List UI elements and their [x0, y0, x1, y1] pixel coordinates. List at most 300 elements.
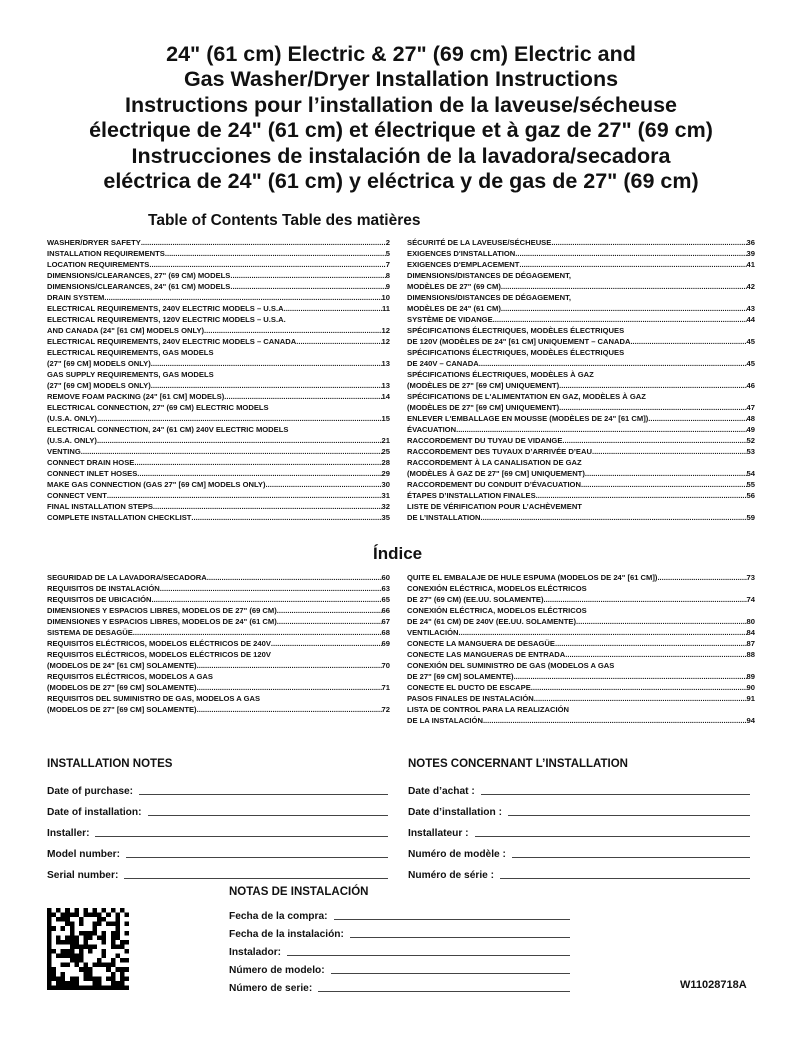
dot-leader — [493, 314, 747, 325]
barcode-module — [102, 908, 107, 913]
toc-page-number: 74 — [746, 595, 755, 604]
toc-entry[interactable] — [47, 693, 390, 715]
barcode-module — [111, 972, 116, 977]
dot-leader — [648, 413, 746, 424]
dot-leader — [204, 325, 382, 336]
toc-page-number: 56 — [746, 491, 755, 500]
barcode-module — [61, 913, 66, 918]
toc-entry[interactable] — [47, 446, 390, 457]
toc-entry[interactable] — [407, 347, 755, 369]
barcode-module — [88, 931, 93, 936]
toc-entry-title: MODÈLES DE 27" (69 CM) — [407, 282, 501, 291]
dot-leader — [456, 424, 746, 435]
toc-entry[interactable] — [47, 594, 390, 605]
dot-leader — [576, 616, 747, 627]
barcode-module — [124, 931, 129, 936]
toc-entry[interactable] — [407, 490, 755, 501]
barcode-module — [115, 954, 120, 959]
toc-page-number: 90 — [746, 683, 755, 692]
barcode-module — [115, 985, 120, 990]
barcode-module — [120, 976, 125, 981]
toc-entry[interactable] — [47, 336, 390, 347]
barcode-module — [111, 985, 116, 990]
toc-french — [407, 237, 755, 523]
toc-entry-title: (MODELOS DE 27" [69 CM] SOLAMENTE) — [47, 705, 197, 714]
dot-leader — [165, 248, 386, 259]
notes-field-label: Instalador: — [229, 947, 282, 958]
toc-entry[interactable] — [47, 671, 390, 693]
barcode-module — [102, 949, 107, 954]
toc-entry[interactable] — [407, 457, 755, 479]
toc-entry-title: DE 240V – CANADA — [407, 359, 479, 368]
barcode-module — [47, 967, 52, 972]
barcode-module — [47, 972, 52, 977]
toc-page-number: 70 — [381, 661, 390, 670]
barcode-module — [106, 922, 111, 927]
barcode-module — [106, 985, 111, 990]
barcode-module — [102, 935, 107, 940]
notes-field-label: Date of installation: — [47, 807, 142, 818]
barcode-module — [47, 908, 52, 913]
barcode-module — [52, 913, 57, 918]
toc-page-number: 65 — [381, 595, 390, 604]
toc-entry-title: CONEXIÓN DEL SUMINISTRO DE GAS (MODELOS A GAS — [407, 661, 615, 670]
barcode-module — [47, 981, 52, 986]
toc-entry[interactable] — [47, 237, 390, 248]
barcode-module — [61, 976, 66, 981]
notes-field — [229, 904, 570, 922]
notes-field-label: Model number: — [47, 849, 121, 860]
notes-field-line[interactable] — [512, 857, 750, 858]
barcode-module — [83, 944, 88, 949]
toc-page-number: 72 — [381, 705, 390, 714]
barcode-module — [79, 949, 84, 954]
toc-entry-title: CONNECT INLET HOSES — [47, 469, 138, 478]
toc-entry[interactable] — [407, 682, 755, 693]
toc-entry[interactable] — [47, 457, 390, 468]
barcode-module — [56, 985, 61, 990]
toc-entry-title: CONECTE EL DUCTO DE ESCAPE — [407, 683, 531, 692]
barcode-module — [102, 954, 107, 959]
notes-field-label: Date d’installation : — [408, 807, 502, 818]
dot-leader — [458, 627, 746, 638]
notes-field-line[interactable] — [124, 878, 388, 879]
dot-leader — [224, 391, 381, 402]
notes-field-label: Numéro de série : — [408, 870, 495, 881]
toc-entry-title: (MODÈLES À GAZ DE 27" [69 CM] UNIQUEMENT) — [407, 469, 585, 478]
toc-entry[interactable] — [47, 627, 390, 638]
barcode-module — [56, 917, 61, 922]
toc-entry[interactable] — [407, 259, 755, 270]
toc-page-number: 67 — [381, 617, 390, 626]
barcode-module — [97, 963, 102, 968]
toc-entry[interactable] — [47, 424, 390, 446]
toc-entry-title: DE 27" [69 CM] SOLAMENTE) — [407, 672, 514, 681]
barcode-module — [97, 922, 102, 927]
barcode-module — [61, 940, 66, 945]
toc-heading: Table of Contents Table des matières — [148, 212, 421, 229]
toc-entry[interactable] — [407, 369, 755, 391]
barcode-module — [52, 949, 57, 954]
toc-page-number: 36 — [746, 238, 755, 247]
toc-entry[interactable] — [47, 391, 390, 402]
barcode-module — [111, 940, 116, 945]
toc-entry-title: INSTALLATION REQUIREMENTS — [47, 249, 165, 258]
toc-entry[interactable] — [407, 435, 755, 446]
notes-field — [408, 839, 750, 860]
toc-entry[interactable] — [407, 501, 755, 523]
barcode-module — [115, 944, 120, 949]
dot-leader — [657, 572, 746, 583]
toc-page-number: 55 — [746, 480, 755, 489]
barcode-module — [120, 985, 125, 990]
barcode-module — [74, 976, 79, 981]
barcode-module — [70, 926, 75, 931]
toc-entry[interactable] — [407, 391, 755, 413]
title-en-1: 24" (61 cm) Electric & 27" (69 cm) Electric and — [166, 42, 636, 66]
toc-entry[interactable] — [407, 704, 755, 726]
toc-entry[interactable] — [407, 660, 755, 682]
toc-entry-title: RACCORDEMENT À LA CANALISATION DE GAZ — [407, 458, 582, 467]
toc-entry[interactable] — [47, 572, 390, 583]
toc-entry[interactable] — [407, 572, 755, 583]
notes-field — [47, 776, 388, 797]
toc-spanish-right — [407, 572, 755, 726]
barcode-module — [115, 981, 120, 986]
toc-entry-title: REQUISITOS ELÉCTRICOS, MODELOS A GAS — [47, 672, 213, 681]
notes-field-line[interactable] — [334, 919, 570, 920]
barcode-module — [120, 940, 125, 945]
barcode-module — [88, 967, 93, 972]
toc-entry[interactable] — [47, 314, 390, 336]
toc-entry-title: SEGURIDAD DE LA LAVADORA/SECADORA — [47, 573, 207, 582]
dot-leader — [483, 715, 747, 726]
notes-heading: NOTES CONCERNANT L’INSTALLATION — [408, 758, 628, 770]
toc-entry-title: DRAIN SYSTEM — [47, 293, 105, 302]
barcode-module — [56, 908, 61, 913]
dot-leader — [515, 248, 746, 259]
notes-field-line[interactable] — [350, 937, 570, 938]
toc-page-number: 80 — [746, 617, 755, 626]
toc-entry[interactable] — [47, 292, 390, 303]
notes-field-line[interactable] — [331, 973, 570, 974]
dot-leader — [160, 583, 382, 594]
toc-page-number: 31 — [381, 491, 390, 500]
toc-page-number: 54 — [746, 469, 755, 478]
toc-page-number: 45 — [746, 337, 755, 346]
barcode-module — [47, 985, 52, 990]
toc-entry[interactable] — [47, 638, 390, 649]
notes-field — [408, 797, 750, 818]
barcode-module — [47, 926, 52, 931]
toc-entry-title: RACCORDEMENT DU TUYAU DE VIDANGE — [407, 436, 563, 445]
barcode-module — [65, 913, 70, 918]
barcode-module — [65, 963, 70, 968]
toc-entry[interactable] — [47, 347, 390, 369]
toc-page-number: 89 — [746, 672, 755, 681]
toc-entry[interactable] — [407, 237, 755, 248]
notes-field-label: Installer: — [47, 828, 90, 839]
barcode-module — [56, 954, 61, 959]
toc-entry[interactable] — [47, 248, 390, 259]
toc-entry[interactable] — [407, 638, 755, 649]
barcode-module — [61, 926, 66, 931]
dot-leader — [197, 682, 382, 693]
toc-page-number: 87 — [746, 639, 755, 648]
notes-field-label: Número de serie: — [229, 983, 313, 994]
toc-entry[interactable] — [47, 605, 390, 616]
barcode-module — [74, 958, 79, 963]
toc-entry-title: ELECTRICAL REQUIREMENTS, 120V ELECTRIC MODELS – U.S.A. — [47, 315, 286, 324]
dot-leader — [559, 380, 746, 391]
notes-field-line[interactable] — [500, 878, 750, 879]
toc-entry[interactable] — [407, 314, 755, 325]
toc-entry-title: SPÉCIFICATIONS ÉLECTRIQUES, MODÈLES ÉLECTRIQUES — [407, 326, 625, 335]
barcode-module — [70, 931, 75, 936]
dot-leader — [230, 281, 385, 292]
notes-field-line[interactable] — [287, 955, 570, 956]
toc-page-number: 73 — [746, 573, 755, 582]
barcode-module — [115, 922, 120, 927]
document-number: W11028718A — [680, 979, 747, 991]
barcode-module — [65, 935, 70, 940]
barcode-module — [47, 922, 52, 927]
barcode-module — [93, 963, 98, 968]
toc-entry[interactable] — [47, 281, 390, 292]
barcode-module — [88, 944, 93, 949]
dot-leader — [531, 682, 747, 693]
barcode-module — [83, 972, 88, 977]
dot-leader — [286, 303, 382, 314]
barcode-module — [70, 976, 75, 981]
toc-entry-title: REMOVE FOAM PACKING (24" [61 CM] MODELS) — [47, 392, 225, 401]
barcode-module — [65, 985, 70, 990]
barcode-module — [74, 981, 79, 986]
toc-entry-title: DE 24" (61 CM) DE 240V (EE.UU. SOLAMENTE) — [407, 617, 577, 626]
toc-entry-title: FINAL INSTALLATION STEPS — [47, 502, 153, 511]
barcode-module — [65, 954, 70, 959]
toc-entry[interactable] — [47, 490, 390, 501]
barcode-module — [115, 967, 120, 972]
toc-page-number: 53 — [746, 447, 755, 456]
notes-field — [229, 922, 570, 940]
toc-entry[interactable] — [407, 649, 755, 660]
toc-page-number: 46 — [746, 381, 755, 390]
toc-entry[interactable] — [47, 616, 390, 627]
dot-leader — [481, 512, 747, 523]
toc-entry[interactable] — [407, 583, 755, 605]
title-es-2: eléctrica de 24" (61 cm) y eléctrica y de gas de 27" (69 cm) — [103, 168, 699, 193]
toc-page-number: 91 — [746, 694, 755, 703]
toc-entry[interactable] — [47, 583, 390, 594]
toc-entry-title: EXIGENCES D'EMPLACEMENT — [407, 260, 520, 269]
notes-heading: NOTAS DE INSTALACIÓN — [229, 886, 369, 898]
toc-entry-title: (MODÈLES DE 27" [69 CM] UNIQUEMENT) — [407, 381, 560, 390]
toc-entry[interactable] — [407, 693, 755, 704]
barcode-module — [52, 976, 57, 981]
notes-field-line[interactable] — [508, 815, 750, 816]
toc-page-number: 68 — [381, 628, 390, 637]
dot-leader — [137, 468, 381, 479]
notes-field-line[interactable] — [126, 857, 388, 858]
toc-entry[interactable] — [407, 479, 755, 490]
toc-entry[interactable] — [407, 446, 755, 457]
toc-page-number: 21 — [381, 436, 390, 445]
toc-page-number: 43 — [746, 304, 755, 313]
toc-entry[interactable] — [47, 270, 390, 281]
barcode-module — [83, 967, 88, 972]
barcode-module — [70, 954, 75, 959]
toc-page-number: 5 — [385, 249, 390, 258]
barcode-module — [52, 967, 57, 972]
barcode-module — [120, 908, 125, 913]
barcode-module — [74, 935, 79, 940]
barcode-module — [83, 913, 88, 918]
barcode-module — [102, 985, 107, 990]
toc-page-number: 8 — [385, 271, 390, 280]
dot-leader — [134, 457, 381, 468]
toc-entry[interactable] — [407, 424, 755, 435]
installation-notes-fr — [408, 758, 750, 881]
barcode-module — [93, 926, 98, 931]
dot-leader — [296, 336, 381, 347]
notes-field-line[interactable] — [139, 794, 388, 795]
toc-entry-title: SPÉCIFICATIONS ÉLECTRIQUES, MODÈLES À GAZ — [407, 370, 594, 379]
barcode-module — [47, 954, 52, 959]
dot-leader — [551, 237, 746, 248]
toc-entry[interactable] — [47, 479, 390, 490]
barcode-module — [111, 963, 116, 968]
barcode-module — [111, 922, 116, 927]
toc-entry[interactable] — [47, 649, 390, 671]
barcode-module — [111, 958, 116, 963]
toc-entry-title: COMPLETE INSTALLATION CHECKLIST — [47, 513, 192, 522]
notes-field-label: Date d’achat : — [408, 786, 475, 797]
barcode-module — [47, 958, 52, 963]
barcode-module — [115, 931, 120, 936]
toc-entry[interactable] — [47, 468, 390, 479]
notes-field — [229, 958, 570, 976]
dot-leader — [544, 594, 747, 605]
barcode-module — [93, 985, 98, 990]
barcode-module — [83, 940, 88, 945]
toc-entry[interactable] — [407, 605, 755, 627]
toc-entry[interactable] — [407, 292, 755, 314]
barcode-module — [88, 949, 93, 954]
toc-entry-title: ÉTAPES D’INSTALLATION FINALES — [407, 491, 536, 500]
notes-field — [47, 797, 388, 818]
dot-leader — [153, 501, 382, 512]
barcode-module — [61, 917, 66, 922]
barcode-module — [70, 949, 75, 954]
barcode-module — [115, 917, 120, 922]
toc-entry-title: ELECTRICAL REQUIREMENTS, 240V ELECTRIC MODELS – U.S.A. — [47, 304, 286, 313]
toc-entry[interactable] — [407, 325, 755, 347]
dot-leader — [534, 693, 747, 704]
toc-entry[interactable] — [407, 270, 755, 292]
barcode-module — [88, 913, 93, 918]
notes-field — [408, 776, 750, 797]
barcode-module — [83, 931, 88, 936]
dot-leader — [197, 660, 382, 671]
notes-heading: INSTALLATION NOTES — [47, 758, 173, 770]
toc-entry[interactable] — [47, 512, 390, 523]
barcode-module — [79, 985, 84, 990]
toc-entry-title: REQUISITOS DE UBICACIÓN — [47, 595, 152, 604]
data-matrix-barcode — [47, 907, 129, 991]
title-fr-2: électrique de 24" (61 cm) et électrique et à gaz de 27" (69 cm) — [89, 117, 713, 142]
toc-entry[interactable] — [47, 369, 390, 391]
barcode-module — [120, 944, 125, 949]
toc-entry[interactable] — [47, 501, 390, 512]
toc-page-number: 29 — [381, 469, 390, 478]
toc-entry[interactable] — [407, 413, 755, 424]
barcode-module — [106, 967, 111, 972]
dot-leader — [562, 435, 746, 446]
barcode-module — [120, 981, 125, 986]
barcode-module — [74, 954, 79, 959]
toc-page-number: 9 — [385, 282, 390, 291]
installation-notes-es — [229, 886, 570, 994]
dot-leader — [141, 237, 386, 248]
toc-entry-title: REQUISITOS ELÉCTRICOS, MODELOS ELÉCTRICOS DE 120V — [47, 650, 271, 659]
barcode-module — [120, 972, 125, 977]
toc-entry[interactable] — [47, 259, 390, 270]
barcode-module — [79, 917, 84, 922]
toc-entry[interactable] — [407, 248, 755, 259]
barcode-module — [102, 917, 107, 922]
toc-entry-title: CONECTE LAS MANGUERAS DE ENTRADA — [407, 650, 566, 659]
notes-field-line[interactable] — [481, 794, 750, 795]
toc-page-number: 11 — [381, 304, 390, 313]
barcode-module — [111, 908, 116, 913]
dot-leader — [501, 281, 747, 292]
toc-entry-title: (MODELOS DE 27" [69 CM] SOLAMENTE) — [47, 683, 197, 692]
barcode-module — [56, 981, 61, 986]
barcode-module — [124, 913, 129, 918]
toc-entry-title: DIMENSIONS/CLEARANCES, 27" (69 CM) MODELS — [47, 271, 231, 280]
dot-leader — [104, 292, 381, 303]
toc-page-number: 66 — [381, 606, 390, 615]
toc-entry[interactable] — [407, 627, 755, 638]
toc-page-number: 41 — [746, 260, 755, 269]
barcode-module — [79, 931, 84, 936]
barcode-module — [56, 935, 61, 940]
barcode-module — [93, 922, 98, 927]
toc-entry[interactable] — [47, 402, 390, 424]
toc-entry-title: CONECTE LA MANGUERA DE DESAGÜE — [407, 639, 555, 648]
notes-field-line[interactable] — [475, 836, 750, 837]
toc-entry-title: DIMENSIONS/CLEARANCES, 24" (61 CM) MODELS — [47, 282, 231, 291]
barcode-module — [70, 985, 75, 990]
document-title — [0, 42, 802, 193]
barcode-module — [93, 908, 98, 913]
toc-entry-title: VENTILACIÓN — [407, 628, 459, 637]
barcode-module — [88, 985, 93, 990]
installation-notes-en — [47, 758, 388, 881]
barcode-module — [56, 976, 61, 981]
toc-entry-title: (27" [69 CM] MODELS ONLY) — [47, 381, 151, 390]
barcode-module — [124, 976, 129, 981]
toc-entry[interactable] — [47, 303, 390, 314]
dot-leader — [277, 605, 382, 616]
toc-page-number: 14 — [381, 392, 390, 401]
notes-field-line[interactable] — [95, 836, 388, 837]
barcode-module — [124, 958, 129, 963]
notes-field-line[interactable] — [148, 815, 388, 816]
barcode-module — [79, 922, 84, 927]
notes-field-line[interactable] — [318, 991, 570, 992]
